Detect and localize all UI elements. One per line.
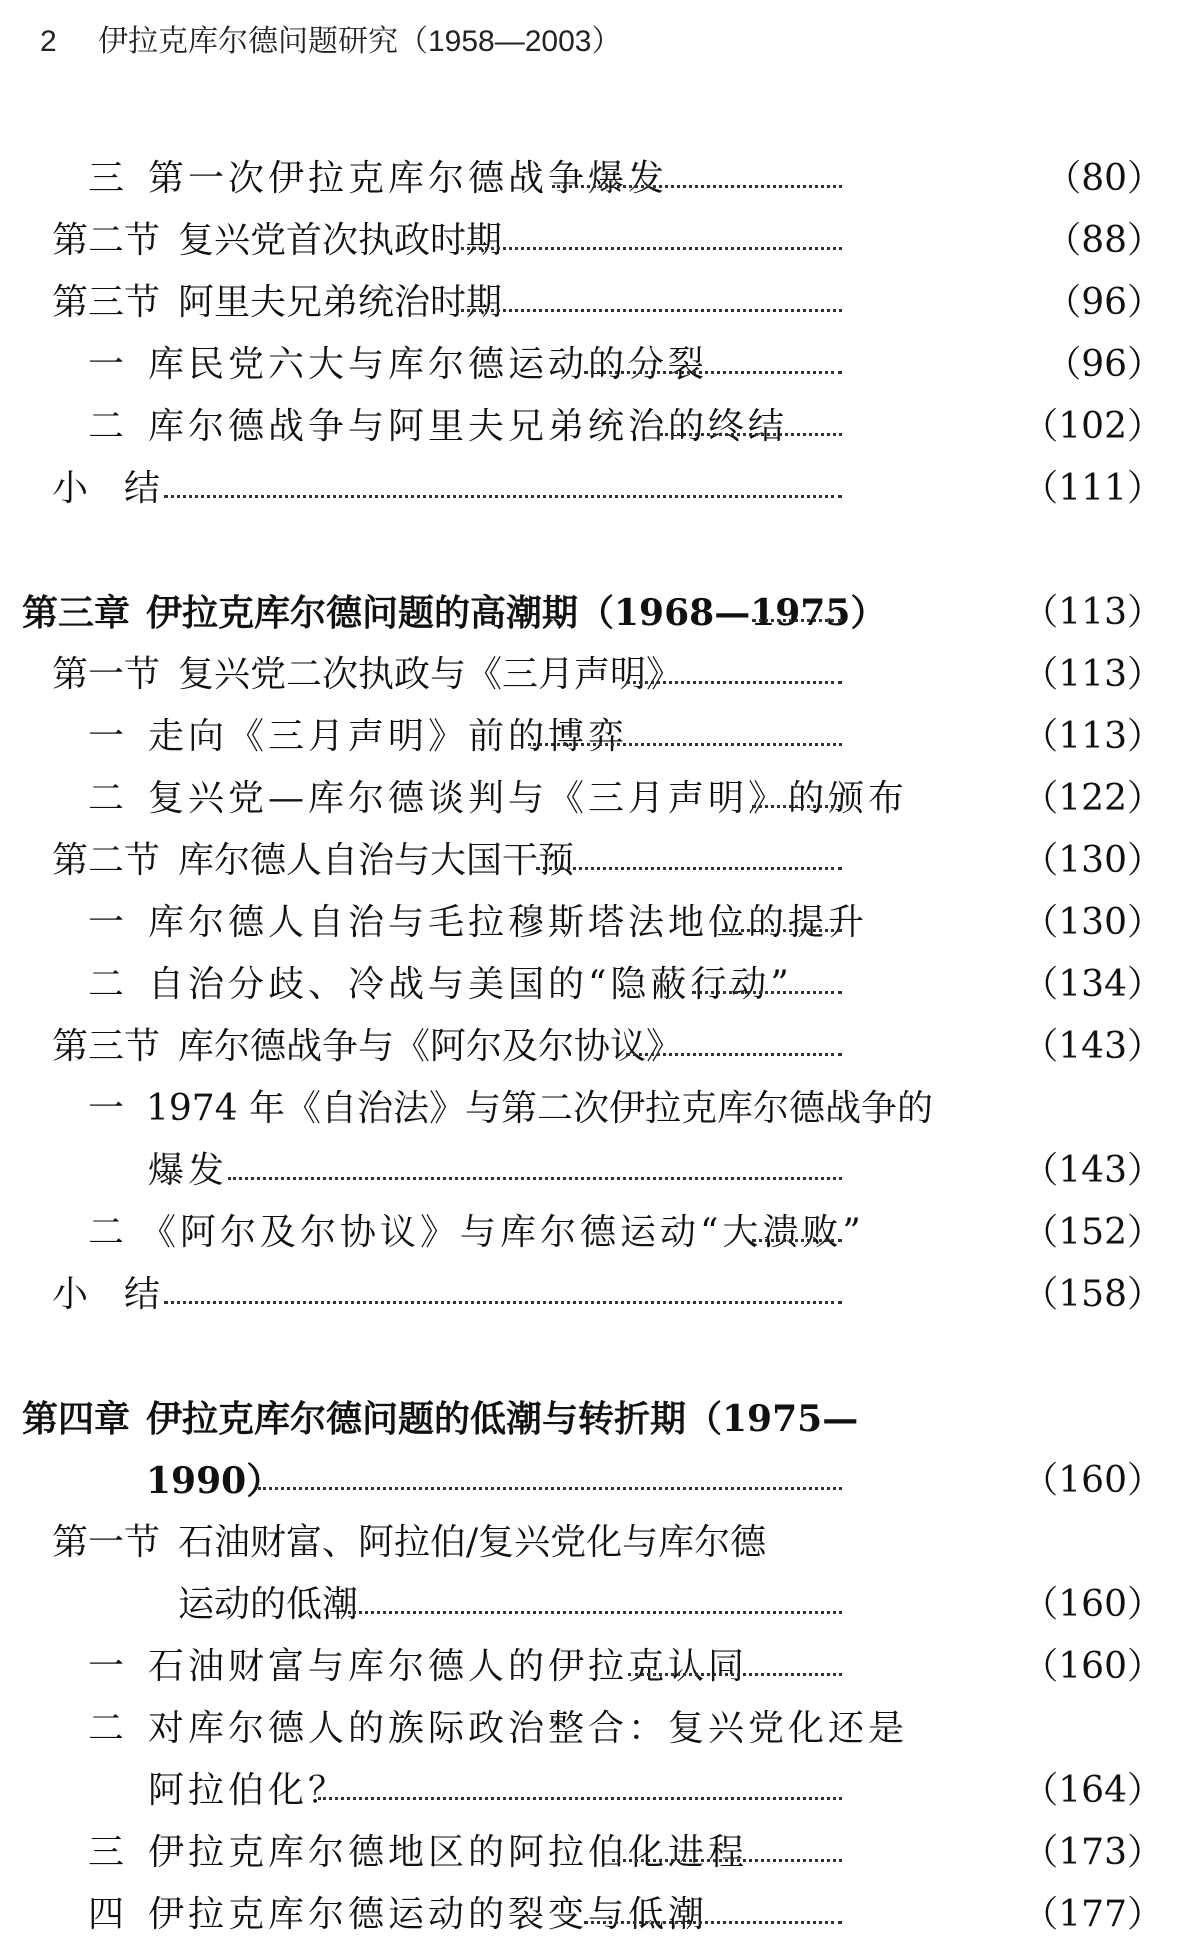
toc-entry-title: 《阿尔及尔协议》与库尔德运动“大溃败” — [140, 1212, 865, 1253]
running-header — [40, 22, 621, 62]
toc-entry-label: 小 结 — [52, 1274, 161, 1315]
toc-entry-page: （80） — [1045, 158, 1163, 199]
toc-entry-title: 阿拉伯化？ — [148, 1770, 349, 1811]
toc-entry-label: 三 — [88, 158, 125, 199]
leader-dots — [584, 312, 842, 374]
toc-entry-title: 自治分歧、冷战与美国的“隐蔽行动” — [148, 964, 793, 1005]
leader-dots — [584, 1862, 842, 1924]
toc-entry — [0, 1264, 1201, 1326]
toc-entry-page: （96） — [1045, 282, 1163, 323]
toc-entry-page: （88） — [1045, 220, 1163, 261]
leader-dots — [552, 126, 842, 188]
toc-entry-label: 一 — [88, 1088, 125, 1129]
toc-entry-continuation — [0, 1574, 1201, 1636]
leader-dots — [722, 870, 842, 932]
toc-entry-title: 爆发 — [148, 1150, 229, 1191]
leader-dots — [258, 1428, 842, 1490]
toc-entry-page: （164） — [1022, 1770, 1163, 1811]
toc-entry-page: （113） — [1022, 592, 1163, 633]
toc-entry-title: 库尔德人自治与大国干预 — [178, 840, 575, 881]
toc-entry-title: 伊拉克库尔德运动的裂变与低潮 — [148, 1894, 709, 1935]
toc-entry-title: 第一次伊拉克库尔德战争爆发 — [148, 158, 669, 199]
leader-dots — [164, 436, 842, 498]
toc-entry-label: 四 — [88, 1894, 125, 1935]
toc-entry-title: 伊拉克库尔德问题的高潮期（1968—1975） — [146, 592, 887, 634]
toc-entry-page: （173） — [1022, 1832, 1163, 1873]
toc-entry-continuation — [0, 1450, 1201, 1512]
toc-entry-page: （130） — [1022, 902, 1163, 943]
section-gap — [0, 1326, 1201, 1388]
toc-entry-title: 石油财富与库尔德人的伊拉克认同 — [148, 1646, 749, 1687]
leader-dots — [164, 1242, 842, 1304]
toc-entry — [0, 892, 1201, 954]
toc-entry-label: 第四章 — [22, 1398, 131, 1440]
leader-dots — [752, 560, 842, 622]
leader-dots — [626, 994, 842, 1056]
toc-entry-label: 一 — [88, 716, 125, 757]
leader-dots — [692, 932, 842, 994]
toc-entry-page: （111） — [1022, 468, 1163, 509]
toc-entry-title: 阿里夫兄弟统治时期 — [178, 282, 503, 323]
toc-entry — [0, 458, 1201, 520]
toc-chapter — [0, 582, 1201, 644]
table-of-contents — [0, 148, 1201, 1946]
toc-entry-label: 第一节 — [52, 654, 161, 695]
leader-dots — [626, 622, 842, 684]
toc-entry-title: 库尔德战争与阿里夫兄弟统治的终结 — [148, 406, 789, 447]
toc-entry-label: 二 — [88, 406, 125, 447]
toc-entry-label: 二 — [88, 1708, 125, 1749]
toc-entry-page: （113） — [1022, 654, 1163, 695]
toc-entry-page: （160） — [1022, 1584, 1163, 1625]
toc-entry-label: 一 — [88, 344, 125, 385]
leader-dots — [228, 1118, 842, 1180]
leader-dots — [752, 1180, 842, 1242]
toc-entry-page: （152） — [1022, 1212, 1163, 1253]
toc-entry — [0, 334, 1201, 396]
toc-entry-label: 第一节 — [52, 1522, 161, 1563]
toc-entry-title: 1974 年《自治法》与第二次伊拉克库尔德战争的 — [146, 1088, 934, 1129]
toc-entry — [0, 954, 1201, 1016]
toc-entry-page: （177） — [1022, 1894, 1163, 1935]
toc-entry-title: 复兴党二次执政与《三月声明》 — [178, 654, 683, 695]
toc-entry-page: （143） — [1022, 1026, 1163, 1067]
toc-entry-title: 复兴党首次执政时期 — [178, 220, 503, 261]
leader-dots — [752, 746, 842, 808]
page-number: 2 — [40, 25, 57, 58]
leader-dots — [456, 188, 842, 250]
toc-entry — [0, 830, 1201, 892]
toc-entry-continuation — [0, 1760, 1201, 1822]
toc-entry-title: 库尔德人自治与毛拉穆斯塔法地位的提升 — [148, 902, 869, 943]
toc-entry-label: 二 — [88, 1212, 125, 1253]
toc-entry-label: 三 — [88, 1832, 125, 1873]
toc-entry-label: 第三章 — [22, 592, 131, 634]
toc-entry-label: 二 — [88, 778, 125, 819]
leader-dots — [456, 250, 842, 312]
toc-entry-page: （134） — [1022, 964, 1163, 1005]
leader-dots — [536, 808, 842, 870]
toc-entry-label: 第二节 — [52, 840, 161, 881]
leader-dots — [660, 374, 842, 436]
toc-entry-label: 第三节 — [52, 1026, 161, 1067]
toc-entry-page: （102） — [1022, 406, 1163, 447]
leader-dots — [612, 1800, 842, 1862]
toc-entry-title: 库民党六大与库尔德运动的分裂 — [148, 344, 709, 385]
toc-entry-continuation — [0, 1140, 1201, 1202]
toc-entry-title: 对库尔德人的族际政治整合：复兴党化还是 — [148, 1708, 909, 1749]
book-title: 伊拉克库尔德问题研究（1958—2003） — [98, 25, 622, 58]
toc-entry-label: 小 结 — [52, 468, 161, 509]
toc-entry-title: 走向《三月声明》前的博弈 — [148, 716, 629, 757]
toc-entry-title: 运动的低潮 — [178, 1584, 359, 1625]
toc-entry-page: （122） — [1022, 778, 1163, 819]
toc-entry-page: （130） — [1022, 840, 1163, 881]
toc-entry-label: 第三节 — [52, 282, 161, 323]
leader-dots — [348, 1552, 842, 1614]
section-gap — [0, 520, 1201, 582]
leader-dots — [528, 684, 842, 746]
toc-entry-label: 第二节 — [52, 220, 161, 261]
leader-dots — [628, 1614, 842, 1676]
toc-entry-page: （160） — [1022, 1646, 1163, 1687]
toc-entry — [0, 706, 1201, 768]
toc-entry-page: （96） — [1045, 344, 1163, 385]
toc-entry-title: 库尔德战争与《阿尔及尔协议》 — [178, 1026, 683, 1067]
toc-entry-title: 伊拉克库尔德地区的阿拉伯化进程 — [148, 1832, 749, 1873]
toc-entry-label: 一 — [88, 902, 125, 943]
toc-entry — [0, 1016, 1201, 1078]
toc-entry-page: （158） — [1022, 1274, 1163, 1315]
toc-entry-label: 二 — [88, 964, 125, 1005]
toc-entry-label: 一 — [88, 1646, 125, 1687]
toc-entry — [0, 1636, 1201, 1698]
toc-entry — [0, 1884, 1201, 1946]
toc-entry-title: 1990） — [146, 1460, 283, 1502]
toc-entry-title: 伊拉克库尔德问题的低潮与转折期（1975— — [146, 1398, 859, 1440]
toc-entry-page: （143） — [1022, 1150, 1163, 1191]
toc-entry-title: 石油财富、阿拉伯/复兴党化与库尔德 — [178, 1522, 767, 1563]
toc-entry-page: （160） — [1022, 1460, 1163, 1501]
leader-dots — [318, 1738, 842, 1800]
toc-entry-title: 复兴党—库尔德谈判与《三月声明》的颁布 — [148, 778, 909, 819]
toc-entry-page: （113） — [1022, 716, 1163, 757]
